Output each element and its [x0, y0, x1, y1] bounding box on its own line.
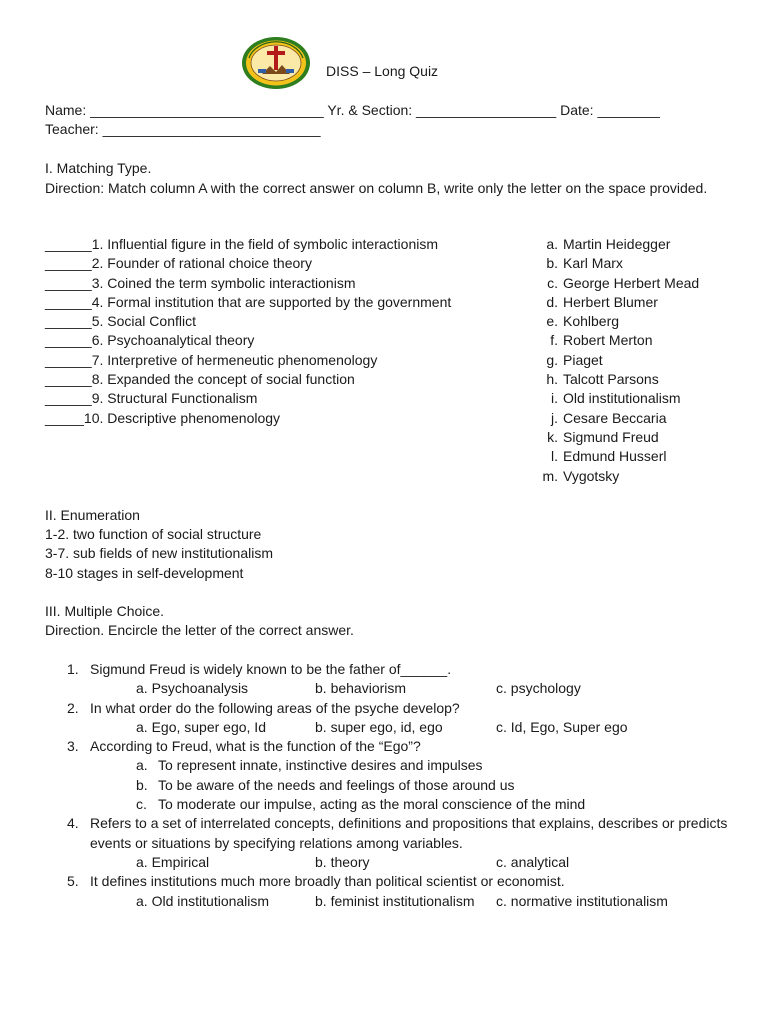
- part3-heading: III. Multiple Choice.: [45, 603, 165, 619]
- option-a: a. Old institutionalism: [136, 892, 270, 909]
- option-a: a. Psychoanalysis: [136, 680, 249, 697]
- question: 5. It defines institutions much more broadly than political scientist or economist.: [45, 872, 735, 891]
- option-b: b. super ego, id, ego: [315, 718, 443, 735]
- part1-direction: Direction: Match column A with the correct answer on column B, write only the letter on the space provided.: [45, 180, 708, 196]
- option-c: c. normative institutionalism: [496, 892, 668, 909]
- question-options: [45, 853, 735, 872]
- option-b: b. behaviorism: [315, 680, 407, 697]
- column-a: [45, 235, 515, 428]
- option-b: b. To be aware of the needs and feelings of those around us: [136, 776, 515, 793]
- column-a-item: ______4. Formal institution that are supported by the government: [45, 293, 452, 310]
- question: 1. Sigmund Freud is widely known to be the father of______.: [45, 660, 735, 679]
- option-a: a. Empirical: [136, 853, 210, 870]
- question-options: [45, 718, 735, 737]
- question-text: It defines institutions much more broadly than political scientist or economist.: [90, 873, 565, 890]
- column-a-item: ______2. Founder of rational choice theory: [45, 255, 312, 272]
- column-a-item: ______1. Influential figure in the field of symbolic interactionism: [45, 236, 438, 252]
- school-seal-logo: [241, 36, 311, 90]
- column-b: [536, 235, 736, 486]
- option-b: b. feminist institutionalism: [315, 892, 475, 909]
- column-a-item: ______3. Coined the term symbolic interactionism: [45, 274, 356, 291]
- question: 2. In what order do the following areas of the psyche develop?: [45, 699, 735, 718]
- column-a-item: ______6. Psychoanalytical theory: [45, 332, 255, 349]
- quiz-title: DISS – Long Quiz: [326, 63, 439, 79]
- column-a-item: ______8. Expanded the concept of social function: [45, 371, 355, 388]
- column-b-item: h. Talcott Parsons: [546, 371, 659, 388]
- name-section-date-line: Name: ______________________________ Yr. & Section: __________________ Date: ________: [45, 102, 660, 118]
- column-a-item: ______5. Social Conflict: [45, 313, 196, 330]
- column-b-item: j. Cesare Beccaria: [551, 409, 667, 426]
- column-b-item: d. Herbert Blumer: [546, 293, 658, 310]
- option-c: c. psychology: [496, 680, 581, 697]
- question-text: Sigmund Freud is widely known to be the father of______.: [90, 661, 452, 677]
- column-a-item: ______7. Interpretive of hermeneutic phenomenology: [45, 351, 378, 368]
- column-a-item: _____10. Descriptive phenomenology: [45, 409, 281, 426]
- column-a-item: ______9. Structural Functionalism: [45, 390, 258, 407]
- teacher-line: Teacher: ____________________________: [45, 121, 321, 137]
- column-b-item: b. Karl Marx: [546, 255, 623, 272]
- question-text: In what order do the following areas of the psyche develop?: [90, 699, 460, 716]
- option-c: c. Id, Ego, Super ego: [496, 718, 628, 735]
- part1-heading: I. Matching Type.: [45, 160, 152, 176]
- column-b-item: l. Edmund Husserl: [551, 448, 667, 465]
- option-b: b. theory: [315, 853, 370, 870]
- enumeration-item: 3-7. sub fields of new institutionalism: [45, 545, 273, 561]
- part3-direction: Direction. Encircle the letter of the correct answer.: [45, 622, 354, 638]
- question: 4. Refers to a set of interrelated concepts, definitions and propositions that explains, describes or predicts events or situations by specifying relations among variables.: [45, 814, 735, 853]
- question-options: [45, 892, 735, 911]
- column-b-item: e. Kohlberg: [546, 313, 620, 330]
- question-text: According to Freud, what is the function of the “Ego”?: [90, 738, 421, 755]
- column-b-item: a. Martin Heidegger: [546, 236, 671, 252]
- column-b-item: m. Vygotsky: [542, 467, 620, 484]
- option-c: c. To moderate our impulse, acting as the moral conscience of the mind: [136, 796, 586, 813]
- column-b-item: i. Old institutionalism: [551, 390, 681, 407]
- question: 3. According to Freud, what is the function of the “Ego”?: [45, 737, 735, 756]
- option-a: a. To represent innate, instinctive desires and impulses: [136, 757, 483, 774]
- part2-heading: II. Enumeration: [45, 507, 140, 523]
- question-options: [45, 679, 735, 698]
- enumeration-item: 1-2. two function of social structure: [45, 526, 262, 542]
- column-b-item: c. George Herbert Mead: [547, 274, 700, 291]
- column-b-item: f. Robert Merton: [550, 332, 653, 349]
- column-b-item: k. Sigmund Freud: [547, 428, 659, 445]
- question-text: Refers to a set of interrelated concepts, definitions and propositions that explains, describes or predicts events or situations by specifying relations among variables.: [90, 815, 728, 851]
- enumeration-item: 8-10 stages in self-development: [45, 565, 244, 581]
- option-a: a. Ego, super ego, Id: [136, 718, 266, 735]
- option-c: c. analytical: [496, 853, 570, 870]
- multiple-choice-list: [45, 660, 735, 911]
- column-b-item: g. Piaget: [546, 351, 603, 368]
